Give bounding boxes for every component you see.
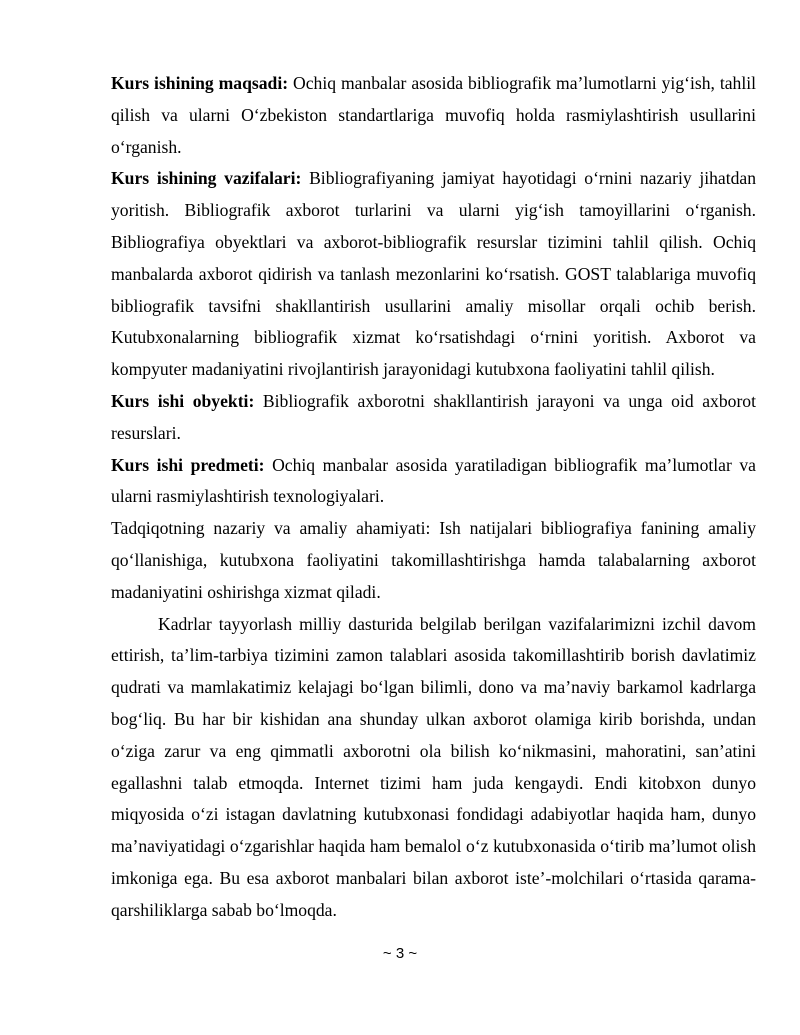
paragraph-significance — [111, 513, 756, 608]
body-text: Kadrlar tayyorlash milliy dasturida belgilab berilgan vazifalarimizni izchil davom ettirish, ta’lim-tarbiya tizimini zamon talablari asosida takomillashtirib borish davlatimiz qudrati va mamlakatimiz kelajagi bo‘lgan bilimli, dono va ma’naviy barkamol kadrlarga bog‘liq. Bu har bir kishidan ana shunday ulkan axborot olamiga kirib borishda, undan o‘ziga zarur va eng qimmatli axborotni ola bilish ko‘nikmasini, mahoratini, san’atini egallashni talab etmoqda. Internet tizimi ham juda kengaydi. Endi kitobxon dunyo miqyosida o‘zi istagan davlatning kutubxonasi fondidagi adabiyotlar haqida ham, dunyo ma’naviyatidagi o‘zgarishlar haqida ham bemalol o‘z kutubxonasida o‘tirib ma’lumot olish imkoniga ega. Bu esa axborot manbalari bilan axborot iste’-molchilari o‘rtasida qarama-qarshiliklarga sabab bo‘lmoqda. — [111, 613, 756, 920]
paragraph-tasks — [111, 163, 756, 386]
subject-text: Ochiq manbalar asosida yaratiladigan bibliografik ma’lumotlar va ularni rasmiylashtirish texnologiyalari. — [111, 454, 756, 507]
paragraph-object — [111, 386, 756, 450]
significance-text: Tadqiqotning nazariy va amaliy ahamiyati: Ish natijalari bibliografiya fanining amaliy qo‘llanishiga, kutubxona faoliyatini takomillashtirishga hamda talabalarning axborot madaniyatini oshirishga xizmat qiladi. — [111, 518, 756, 602]
tasks-text: Bibliografiyaning jamiyat hayotidagi o‘rnini nazariy jihatdan yoritish. Bibliografik axborot turlarini va ularni yig‘ish tamoyillarini o‘rganish. Bibliografiya obyektlari va axborot-bibliografik resurslar tizimini tahlil qilish. Ochiq manbalarda axborot qidirish va tanlash mezonlarini ko‘rsatish. GOST talablariga muvofiq bibliografik tavsifni shakllantirish usullarini amaliy misollar orqali ochib berish. Kutubxonalarning bibliografik xizmat ko‘rsatishdagi o‘rnini yoritish. Axborot va kompyuter madaniyatini rivojlantirish jarayonidagi kutubxona faoliyatini tahlil qilish. — [111, 168, 756, 380]
tasks-label: Kurs ishining vazifalari: — [111, 168, 302, 189]
object-label: Kurs ishi obyekti: — [111, 390, 255, 411]
document-body — [111, 68, 756, 927]
object-text: Bibliografik axborotni shakllantirish jarayoni va unga oid axborot resurslari. — [111, 390, 756, 443]
paragraph-body — [111, 609, 756, 927]
paragraph-subject — [111, 450, 756, 514]
goal-text: Ochiq manbalar asosida bibliografik ma’lumotlarni yig‘ish, tahlil qilish va ularni O‘zbekiston standartlariga muvofiq holda rasmiylashtirish usullarini o‘rganish. — [111, 73, 756, 157]
page-number: ~ 3 ~ — [382, 945, 418, 962]
goal-label: Kurs ishining maqsadi: — [111, 73, 289, 93]
paragraph-goal — [111, 68, 756, 163]
subject-label: Kurs ishi predmeti: — [111, 454, 265, 475]
